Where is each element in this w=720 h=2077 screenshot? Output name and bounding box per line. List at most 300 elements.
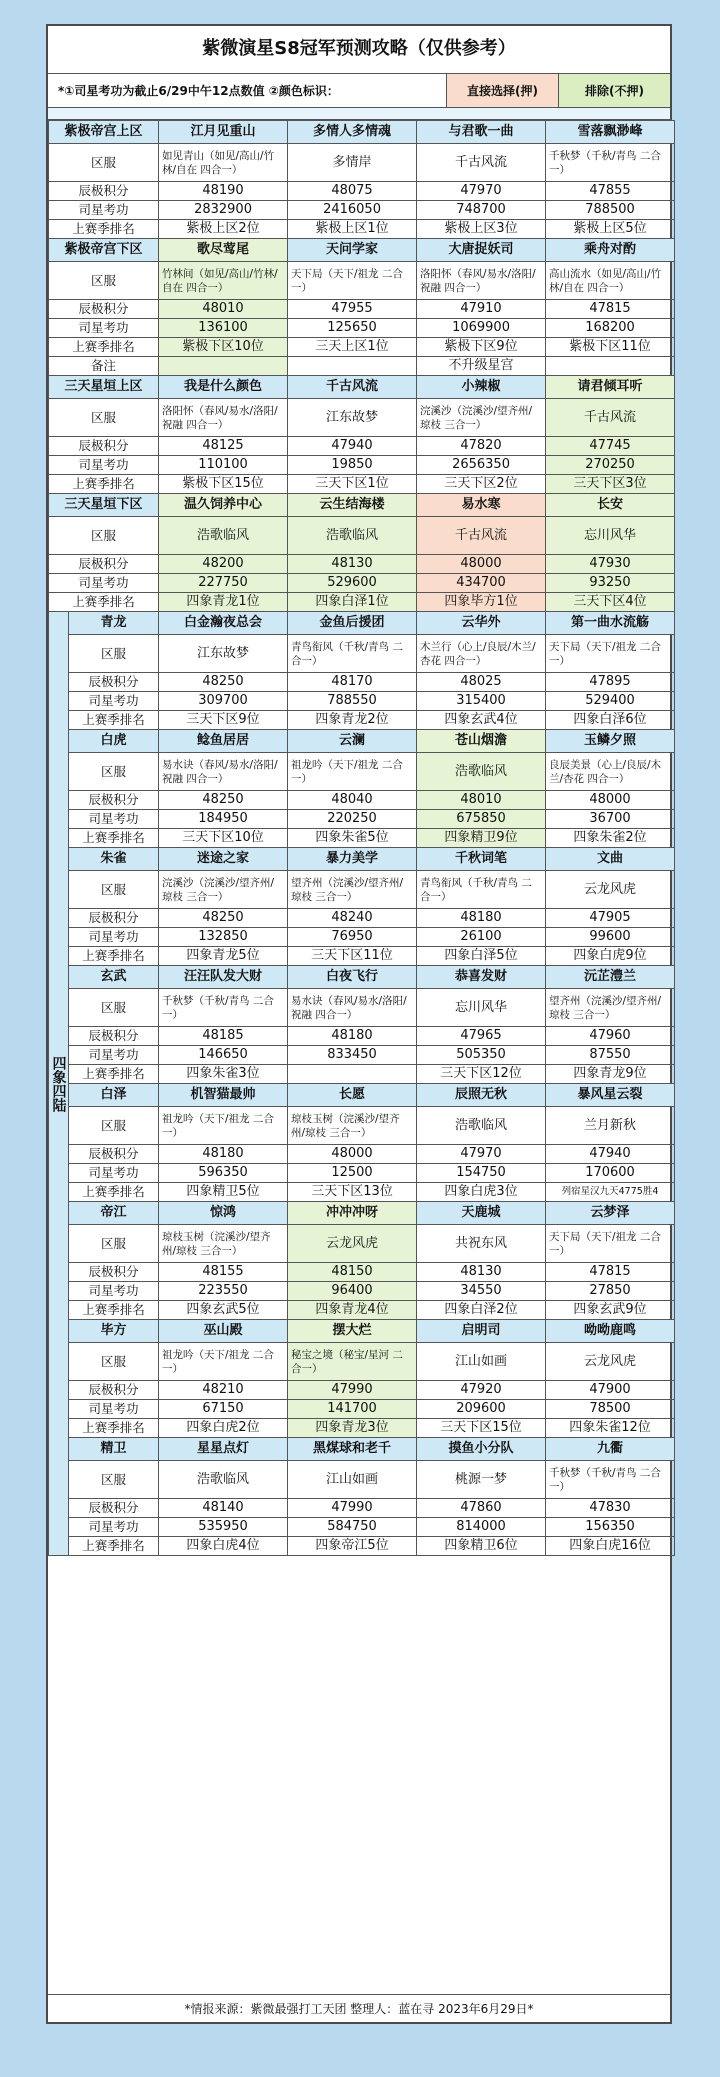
team-merit: 748700 [417, 201, 546, 220]
team-rank: 四象青龙9位 [546, 1065, 675, 1084]
rank-row [49, 1301, 675, 1320]
team-score: 48155 [159, 1263, 288, 1282]
team-score: 47955 [288, 300, 417, 319]
team-score: 47815 [546, 1263, 675, 1282]
team-merit: 2832900 [159, 201, 288, 220]
team-name: 启明司 [417, 1320, 546, 1343]
team-rank [288, 1065, 417, 1084]
score-label: 辰极积分 [69, 1499, 159, 1518]
team-merit: 505350 [417, 1046, 546, 1065]
team-server: 云龙风虎 [288, 1225, 417, 1263]
server-label: 区服 [69, 1107, 159, 1145]
team-server: 天下局（天下/祖龙 二合一） [288, 262, 417, 300]
team-merit: 154750 [417, 1164, 546, 1183]
team-name: 文曲 [546, 848, 675, 871]
team-merit: 27850 [546, 1282, 675, 1301]
server-label: 区服 [49, 399, 159, 437]
team-server: 云龙风虎 [546, 871, 675, 909]
rank-row [49, 1537, 675, 1556]
team-rank: 紫极上区1位 [288, 220, 417, 239]
score-label: 辰极积分 [49, 555, 159, 574]
team-server: 望齐州（浣溪沙/望齐州/琼枝 三合一） [546, 989, 675, 1027]
region-name: 三天星垣下区 [49, 494, 159, 517]
merit-label: 司星考功 [69, 1282, 159, 1301]
team-server: 青鸟衔风（千秋/青鸟 二合一） [288, 635, 417, 673]
rank-label: 上赛季排名 [69, 1537, 159, 1556]
team-server: 云龙风虎 [546, 1343, 675, 1381]
team-rank: 四象白泽1位 [288, 593, 417, 612]
team-name: 汪汪队发大财 [159, 966, 288, 989]
server-label: 区服 [69, 1225, 159, 1263]
team-server: 木兰行（心上/良辰/木兰/杏花 四合一） [417, 635, 546, 673]
merit-label: 司星考功 [69, 1518, 159, 1537]
rank-row [49, 338, 675, 357]
team-name: 乘舟对酌 [546, 239, 675, 262]
region-name: 帝江 [69, 1202, 159, 1225]
team-name: 长愿 [288, 1084, 417, 1107]
server-row [49, 871, 675, 909]
server-row [49, 1107, 675, 1145]
merit-label: 司星考功 [69, 1400, 159, 1419]
team-name: 巫山殿 [159, 1320, 288, 1343]
team-name: 九衢 [546, 1438, 675, 1461]
team-merit: 12500 [288, 1164, 417, 1183]
team-rank: 紫极上区3位 [417, 220, 546, 239]
team-score: 48000 [546, 791, 675, 810]
team-score: 47965 [417, 1027, 546, 1046]
score-row [49, 300, 675, 319]
team-name: 惊鸿 [159, 1202, 288, 1225]
team-server: 千秋梦（千秋/青鸟 二合一） [159, 989, 288, 1027]
rank-label: 上赛季排名 [69, 1065, 159, 1084]
team-server: 琼枝玉树（浣溪沙/望齐州/琼枝 三合一） [159, 1225, 288, 1263]
team-score: 47895 [546, 673, 675, 692]
team-merit: 136100 [159, 319, 288, 338]
team-name: 小辣椒 [417, 376, 546, 399]
region-header-row [49, 966, 675, 989]
score-row [49, 791, 675, 810]
team-score: 48200 [159, 555, 288, 574]
server-row [49, 517, 675, 555]
team-score: 48250 [159, 909, 288, 928]
team-score: 47940 [546, 1145, 675, 1164]
score-row [49, 909, 675, 928]
team-score: 48190 [159, 182, 288, 201]
region-header-row [49, 848, 675, 871]
team-merit: 309700 [159, 692, 288, 711]
rank-row [49, 593, 675, 612]
team-rank: 四象白虎16位 [546, 1537, 675, 1556]
team-rank: 四象白虎3位 [417, 1183, 546, 1202]
region-header-row [49, 730, 675, 753]
team-name: 黑煤球和老千 [288, 1438, 417, 1461]
team-merit: 132850 [159, 928, 288, 947]
team-name: 与君歌一曲 [417, 121, 546, 144]
team-score: 47930 [546, 555, 675, 574]
team-name: 机智猫最帅 [159, 1084, 288, 1107]
merit-label: 司星考功 [69, 928, 159, 947]
team-name: 请君倾耳听 [546, 376, 675, 399]
rank-label: 上赛季排名 [49, 475, 159, 494]
score-label: 辰极积分 [69, 1145, 159, 1164]
team-rank: 三天下区4位 [546, 593, 675, 612]
team-score: 48250 [159, 791, 288, 810]
team-server: 忘川风华 [546, 517, 675, 555]
team-score: 48180 [288, 1027, 417, 1046]
team-merit: 2416050 [288, 201, 417, 220]
rank-row [49, 475, 675, 494]
team-name: 迷途之家 [159, 848, 288, 871]
region-name: 紫极帝宫下区 [49, 239, 159, 262]
team-rank: 紫极下区9位 [417, 338, 546, 357]
team-merit: 34550 [417, 1282, 546, 1301]
team-server: 浩歌临风 [159, 1461, 288, 1499]
rank-row [49, 711, 675, 730]
team-merit: 19850 [288, 456, 417, 475]
team-merit: 146650 [159, 1046, 288, 1065]
team-note [288, 357, 417, 376]
team-rank: 列宿星汉九天4775胜4 [546, 1183, 675, 1202]
team-score: 47940 [288, 437, 417, 456]
team-server: 易水诀（春风/易水/洛阳/祝融 四合一） [159, 753, 288, 791]
team-rank: 四象青龙3位 [288, 1419, 417, 1438]
team-server: 高山流水（如见/高山/竹林/自在 四合一） [546, 262, 675, 300]
team-merit: 529400 [546, 692, 675, 711]
team-server: 浣溪沙（浣溪沙/望齐州/琼枝 三合一） [159, 871, 288, 909]
merit-row [49, 928, 675, 947]
team-name: 天鹿城 [417, 1202, 546, 1225]
team-server: 千古风流 [417, 144, 546, 182]
team-merit: 87550 [546, 1046, 675, 1065]
team-merit: 315400 [417, 692, 546, 711]
team-score: 48125 [159, 437, 288, 456]
team-name: 多情人多情魂 [288, 121, 417, 144]
rank-row [49, 220, 675, 239]
server-label: 区服 [49, 517, 159, 555]
team-rank: 紫极上区5位 [546, 220, 675, 239]
team-rank: 紫极上区2位 [159, 220, 288, 239]
team-score: 48000 [288, 1145, 417, 1164]
team-merit: 76950 [288, 928, 417, 947]
team-score: 48150 [288, 1263, 417, 1282]
rank-row [49, 947, 675, 966]
score-label: 辰极积分 [49, 437, 159, 456]
team-score: 47970 [417, 1145, 546, 1164]
score-row [49, 182, 675, 201]
team-score: 47860 [417, 1499, 546, 1518]
region-header-row [49, 1438, 675, 1461]
team-rank: 三天下区1位 [288, 475, 417, 494]
team-rank: 四象毕方1位 [417, 593, 546, 612]
score-row [49, 1145, 675, 1164]
team-score: 48000 [417, 555, 546, 574]
team-name: 天问学家 [288, 239, 417, 262]
team-name: 辰照无秋 [417, 1084, 546, 1107]
team-name: 呦呦鹿鸣 [546, 1320, 675, 1343]
rank-row [49, 1419, 675, 1438]
team-server: 忘川风华 [417, 989, 546, 1027]
team-name: 暴风星云裂 [546, 1084, 675, 1107]
team-server: 天下局（天下/祖龙 二合一） [546, 1225, 675, 1263]
team-rank: 三天下区12位 [417, 1065, 546, 1084]
team-rank: 四象白虎9位 [546, 947, 675, 966]
team-name: 暴力美学 [288, 848, 417, 871]
team-score: 48180 [159, 1145, 288, 1164]
score-label: 辰极积分 [49, 182, 159, 201]
rank-label: 上赛季排名 [69, 829, 159, 848]
team-score: 47990 [288, 1381, 417, 1400]
team-rank: 四象白泽5位 [417, 947, 546, 966]
region-name: 紫极帝宫上区 [49, 121, 159, 144]
team-score: 48010 [159, 300, 288, 319]
team-merit: 96400 [288, 1282, 417, 1301]
team-note [546, 357, 675, 376]
team-name: 温久饲养中心 [159, 494, 288, 517]
team-server: 千秋梦（千秋/青鸟 二合一） [546, 144, 675, 182]
team-rank: 四象帝江5位 [288, 1537, 417, 1556]
team-server: 江东故梦 [159, 635, 288, 673]
merit-row [49, 319, 675, 338]
team-merit: 788500 [546, 201, 675, 220]
merit-label: 司星考功 [49, 574, 159, 593]
team-server: 祖龙吟（天下/祖龙 二合一） [288, 753, 417, 791]
merit-row [49, 1046, 675, 1065]
team-name: 星星点灯 [159, 1438, 288, 1461]
team-server: 千古风流 [417, 517, 546, 555]
team-note [159, 357, 288, 376]
team-score: 47990 [288, 1499, 417, 1518]
rank-label: 上赛季排名 [49, 220, 159, 239]
score-label: 辰极积分 [69, 791, 159, 810]
rank-label: 上赛季排名 [49, 593, 159, 612]
legend-pick-swatch: 直接选择(押) [446, 74, 558, 107]
team-rank: 四象玄武9位 [546, 1301, 675, 1320]
region-name: 白泽 [69, 1084, 159, 1107]
team-server: 共祝东风 [417, 1225, 546, 1263]
team-name: 鲶鱼居居 [159, 730, 288, 753]
team-merit: 99600 [546, 928, 675, 947]
team-score: 47970 [417, 182, 546, 201]
team-merit: 170600 [546, 1164, 675, 1183]
team-name: 歌尽莺尾 [159, 239, 288, 262]
server-label: 区服 [69, 753, 159, 791]
team-server: 洛阳怀（春风/易水/洛阳/祝融 四合一） [159, 399, 288, 437]
team-score: 47815 [546, 300, 675, 319]
team-rank: 四象青龙4位 [288, 1301, 417, 1320]
team-server: 浩歌临风 [417, 1107, 546, 1145]
team-name: 千秋词笔 [417, 848, 546, 871]
team-score: 47905 [546, 909, 675, 928]
score-row [49, 1381, 675, 1400]
team-score: 48130 [288, 555, 417, 574]
rank-row [49, 829, 675, 848]
team-merit: 270250 [546, 456, 675, 475]
team-merit: 535950 [159, 1518, 288, 1537]
region-name: 毕方 [69, 1320, 159, 1343]
team-score: 48210 [159, 1381, 288, 1400]
team-rank: 四象精卫5位 [159, 1183, 288, 1202]
team-name: 云生结海楼 [288, 494, 417, 517]
team-server: 易水诀（春风/易水/洛阳/祝融 四合一） [288, 989, 417, 1027]
team-rank: 四象朱雀2位 [546, 829, 675, 848]
team-merit: 833450 [288, 1046, 417, 1065]
score-row [49, 673, 675, 692]
server-row [49, 399, 675, 437]
team-server: 江东故梦 [288, 399, 417, 437]
team-name: 云梦泽 [546, 1202, 675, 1225]
region-header-row [49, 239, 675, 262]
team-server: 望齐州（浣溪沙/望齐州/琼枝 三合一） [288, 871, 417, 909]
team-score: 48185 [159, 1027, 288, 1046]
team-rank: 三天下区13位 [288, 1183, 417, 1202]
score-row [49, 1263, 675, 1282]
team-merit: 36700 [546, 810, 675, 829]
server-row [49, 635, 675, 673]
team-rank: 四象白虎2位 [159, 1419, 288, 1438]
team-rank: 三天下区11位 [288, 947, 417, 966]
team-merit: 26100 [417, 928, 546, 947]
team-score: 47920 [417, 1381, 546, 1400]
note-row [49, 357, 675, 376]
team-rank: 四象白泽2位 [417, 1301, 546, 1320]
merit-label: 司星考功 [69, 1164, 159, 1183]
team-name: 玉鳞夕照 [546, 730, 675, 753]
score-row [49, 1027, 675, 1046]
team-rank: 四象玄武4位 [417, 711, 546, 730]
team-server: 千秋梦（千秋/青鸟 二合一） [546, 1461, 675, 1499]
team-merit: 596350 [159, 1164, 288, 1183]
note-label: 备注 [49, 357, 159, 376]
score-row [49, 437, 675, 456]
region-header-row [49, 376, 675, 399]
server-label: 区服 [69, 635, 159, 673]
team-name: 长安 [546, 494, 675, 517]
team-server: 如见青山（如见/高山/竹林/自在 四合一） [159, 144, 288, 182]
team-server: 江山如画 [417, 1343, 546, 1381]
team-merit: 675850 [417, 810, 546, 829]
team-name: 摆大烂 [288, 1320, 417, 1343]
merit-row [49, 1400, 675, 1419]
spacer [48, 108, 670, 120]
team-rank: 四象玄武5位 [159, 1301, 288, 1320]
region-header-row [49, 612, 675, 635]
team-name: 白金瀚夜总会 [159, 612, 288, 635]
server-row [49, 262, 675, 300]
region-header-row [49, 1084, 675, 1107]
merit-row [49, 1164, 675, 1183]
team-server: 江山如画 [288, 1461, 417, 1499]
team-merit: 1069900 [417, 319, 546, 338]
merit-row [49, 1518, 675, 1537]
teams-table [48, 120, 675, 1556]
region-name: 青龙 [69, 612, 159, 635]
team-rank: 四象白虎4位 [159, 1537, 288, 1556]
team-score: 48140 [159, 1499, 288, 1518]
legend-bar [48, 74, 670, 108]
team-name: 千古风流 [288, 376, 417, 399]
team-merit: 209600 [417, 1400, 546, 1419]
region-name: 朱雀 [69, 848, 159, 871]
team-server: 千古风流 [546, 399, 675, 437]
team-name: 金鱼后援团 [288, 612, 417, 635]
region-name: 玄武 [69, 966, 159, 989]
rank-label: 上赛季排名 [49, 338, 159, 357]
team-merit: 67150 [159, 1400, 288, 1419]
team-name: 雪落飘渺峰 [546, 121, 675, 144]
team-server: 竹林间（如见/高山/竹林/自在 四合一） [159, 262, 288, 300]
rank-row [49, 1065, 675, 1084]
team-name: 江月见重山 [159, 121, 288, 144]
team-merit: 78500 [546, 1400, 675, 1419]
team-rank: 四象朱雀5位 [288, 829, 417, 848]
merit-row [49, 574, 675, 593]
region-header-row [49, 494, 675, 517]
team-rank: 四象朱雀12位 [546, 1419, 675, 1438]
merit-label: 司星考功 [69, 1046, 159, 1065]
score-row [49, 555, 675, 574]
team-merit: 2656350 [417, 456, 546, 475]
team-merit: 529600 [288, 574, 417, 593]
team-rank: 紫极下区10位 [159, 338, 288, 357]
team-rank: 四象青龙5位 [159, 947, 288, 966]
region-name: 精卫 [69, 1438, 159, 1461]
team-score: 47830 [546, 1499, 675, 1518]
region-header-row [49, 1202, 675, 1225]
team-score: 48240 [288, 909, 417, 928]
score-label: 辰极积分 [69, 673, 159, 692]
server-label: 区服 [69, 1343, 159, 1381]
team-server: 洛阳怀（春风/易水/洛阳/祝融 四合一） [417, 262, 546, 300]
merit-row [49, 456, 675, 475]
team-score: 48040 [288, 791, 417, 810]
team-server: 青鸟衔风（千秋/青鸟 二合一） [417, 871, 546, 909]
team-server: 祖龙吟（天下/祖龙 二合一） [159, 1343, 288, 1381]
rank-label: 上赛季排名 [69, 1183, 159, 1202]
team-server: 多情岸 [288, 144, 417, 182]
team-score: 47900 [546, 1381, 675, 1400]
score-label: 辰极积分 [69, 1027, 159, 1046]
region-header-row [49, 1320, 675, 1343]
team-merit: 220250 [288, 810, 417, 829]
team-score: 48130 [417, 1263, 546, 1282]
team-name: 我是什么颜色 [159, 376, 288, 399]
team-score: 47910 [417, 300, 546, 319]
team-merit: 814000 [417, 1518, 546, 1537]
region-name: 三天星垣上区 [49, 376, 159, 399]
team-server: 兰月新秋 [546, 1107, 675, 1145]
team-server: 浩歌临风 [417, 753, 546, 791]
team-rank: 四象朱雀3位 [159, 1065, 288, 1084]
score-row [49, 1499, 675, 1518]
merit-label: 司星考功 [49, 201, 159, 220]
team-rank: 紫极下区11位 [546, 338, 675, 357]
page-title: 紫微演星S8冠军预测攻略（仅供参考） [48, 26, 670, 74]
team-name: 云澜 [288, 730, 417, 753]
team-score: 48075 [288, 182, 417, 201]
team-merit: 788550 [288, 692, 417, 711]
team-rank: 三天下区2位 [417, 475, 546, 494]
source-footer: *情报来源：紫微最强打工天团 整理人：蓝在寻 2023年6月29日* [48, 1994, 670, 2022]
team-name: 苍山烟澹 [417, 730, 546, 753]
team-name: 云华外 [417, 612, 546, 635]
team-server: 良辰美景（心上/良辰/木兰/杏花 四合一） [546, 753, 675, 791]
score-label: 辰极积分 [69, 909, 159, 928]
team-merit: 184950 [159, 810, 288, 829]
team-server: 天下局（天下/祖龙 二合一） [546, 635, 675, 673]
team-rank: 三天下区15位 [417, 1419, 546, 1438]
team-score: 48170 [288, 673, 417, 692]
merit-label: 司星考功 [49, 456, 159, 475]
